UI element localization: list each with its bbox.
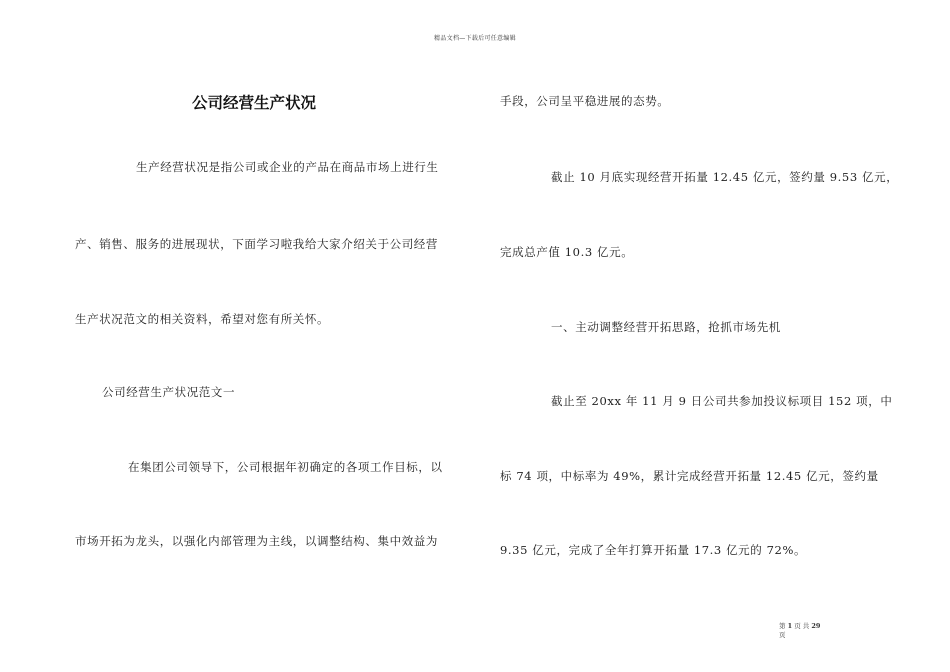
page-footer [779, 622, 820, 640]
paragraph-line: 生产状况范文的相关资料，希望对您有所关怀。 [75, 312, 330, 326]
footer-mid: 页 共 [794, 622, 810, 630]
paragraph-line: 在集团公司领导下，公司根据年初确定的各项工作目标，以 [128, 460, 443, 474]
page-total: 29 [811, 622, 821, 630]
section-heading: 一、主动调整经营开拓思路，抢抓市场先机 [551, 320, 781, 334]
header-note: 精品文档—下载后可任意编辑 [434, 35, 516, 42]
paragraph-line: 完成总产值 10.3 亿元。 [500, 245, 634, 259]
page-number: 1 [787, 622, 793, 630]
document-title: 公司经营生产状况 [192, 94, 317, 112]
footer-prefix: 第 [779, 622, 786, 630]
paragraph-line: 手段，公司呈平稳进展的态势。 [500, 94, 670, 108]
paragraph-line: 生产经营状况是指公司或企业的产品在商品市场上进行生 [136, 160, 439, 174]
section-heading: 公司经营生产状况范文一 [102, 385, 236, 399]
paragraph-line: 产、销售、服务的进展现状，下面学习啦我给大家介绍关于公司经营 [75, 237, 438, 251]
paragraph-line: 市场开拓为龙头，以强化内部管理为主线，以调整结构、集中效益为 [75, 534, 438, 548]
paragraph-line: 截止 10 月底实现经营开拓量 12.45 亿元，签约量 9.53 亿元， [551, 170, 899, 184]
paragraph-line: 9.35 亿元，完成了全年打算开拓量 17.3 亿元的 72%。 [500, 543, 807, 557]
footer-suffix: 页 [779, 631, 786, 639]
paragraph-line: 截止至 20xx 年 11 月 9 日公司共参加投议标项目 152 项，中 [551, 394, 893, 408]
paragraph-line: 标 74 项，中标率为 49%，累计完成经营开拓量 12.45 亿元，签约量 [500, 469, 879, 483]
